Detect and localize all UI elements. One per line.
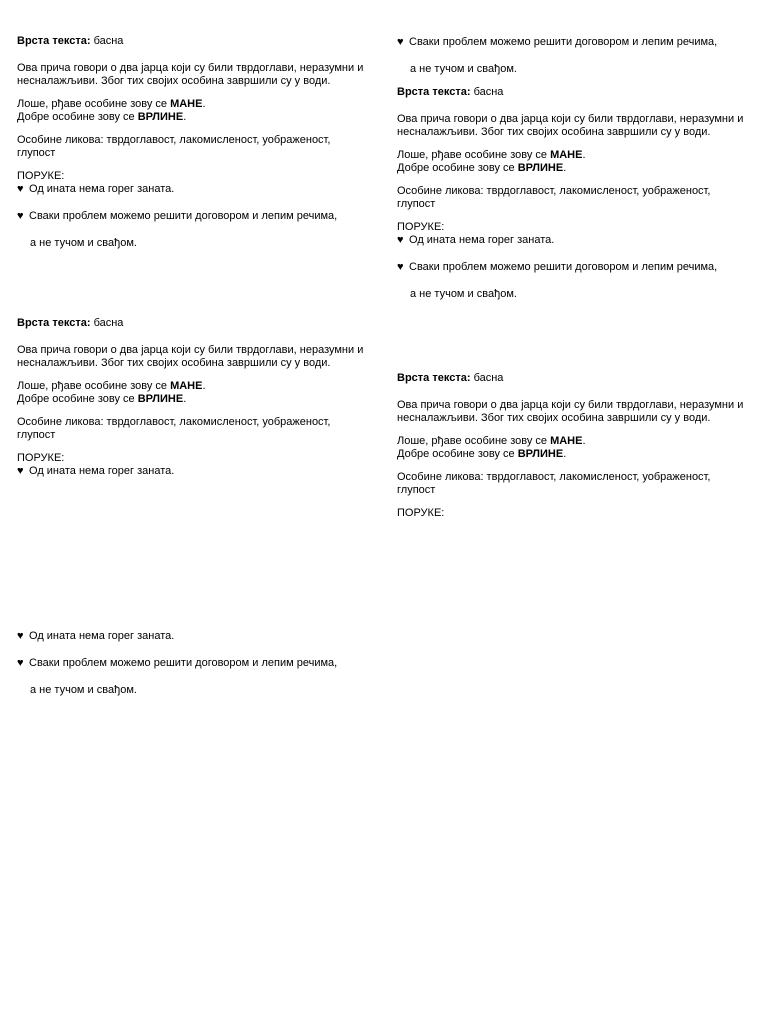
character-traits: Особине ликова: тврдоглавост, лакомисленост, уображеност, глупост <box>17 416 331 441</box>
bad-traits-word: МАНЕ <box>170 380 203 392</box>
message-1: Од ината нема горег заната. <box>29 630 175 642</box>
message-1: Од ината нема горег заната. <box>29 465 175 477</box>
messages-label: ПОРУКЕ: <box>397 507 445 519</box>
type-value: басна <box>93 35 124 47</box>
period: . <box>183 393 187 405</box>
heart-icon: ♥ <box>17 183 24 195</box>
bad-traits-word: МАНЕ <box>550 435 583 447</box>
good-traits-label: Добре особине зову се <box>397 448 518 460</box>
good-traits-label: Добре особине зову се <box>397 162 518 174</box>
heart-icon: ♥ <box>17 657 24 669</box>
period: . <box>563 448 567 460</box>
character-traits: Особине ликова: тврдоглавост, лакомисленост, уображеност, глупост <box>17 134 331 159</box>
bad-traits-label: Лоше, рђаве особине зову се <box>397 435 551 447</box>
message-1: Од ината нема горег заната. <box>29 183 175 195</box>
message-2: Сваки проблем можемо решити договором и лепим речима, <box>409 36 718 48</box>
period: . <box>582 435 586 447</box>
message-2-continued: а не тучом и свађом. <box>30 684 137 696</box>
character-traits: Особине ликова: тврдоглавост, лакомисленост, уображеност, глупост <box>397 185 711 210</box>
heart-icon: ♥ <box>17 210 24 222</box>
good-traits-label: Добре особине зову се <box>17 393 138 405</box>
text-block-2 <box>17 317 367 478</box>
good-traits-word: ВРЛИНЕ <box>517 162 564 174</box>
message-2: Сваки проблем можемо решити договором и лепим речима, <box>29 657 338 669</box>
bad-traits-label: Лоше, рђаве особине зову се <box>17 98 171 110</box>
heart-icon: ♥ <box>397 234 404 246</box>
text-block-4 <box>397 36 747 301</box>
bad-traits-word: МАНЕ <box>550 149 583 161</box>
bad-traits-word: МАНЕ <box>170 98 203 110</box>
good-traits-word: ВРЛИНЕ <box>137 393 184 405</box>
story-text: Ова прича говори о два јарца који су били тврдоглави, неразумни и несналажљиви. Због тих својих особина завршили су у води. <box>397 113 744 138</box>
heart-icon: ♥ <box>397 36 404 48</box>
message-2: Сваки проблем можемо решити договором и лепим речима, <box>409 261 718 273</box>
heart-icon: ♥ <box>17 630 24 642</box>
heart-icon: ♥ <box>17 465 24 477</box>
good-traits-word: ВРЛИНЕ <box>517 448 564 460</box>
type-value: басна <box>473 86 504 98</box>
good-traits-label: Добре особине зову се <box>17 111 138 123</box>
bad-traits-label: Лоше, рђаве особине зову се <box>397 149 551 161</box>
messages-label: ПОРУКЕ: <box>17 452 65 464</box>
type-value: басна <box>93 317 124 329</box>
period: . <box>563 162 567 174</box>
period: . <box>582 149 586 161</box>
messages-label: ПОРУКЕ: <box>17 170 65 182</box>
period: . <box>183 111 187 123</box>
bad-traits-label: Лоше, рђаве особине зову се <box>17 380 171 392</box>
message-2-continued: а не тучом и свађом. <box>410 288 517 300</box>
period: . <box>202 380 206 392</box>
type-label: Врста текста: <box>397 86 471 98</box>
text-block-3 <box>17 630 367 697</box>
type-label: Врста текста: <box>17 317 91 329</box>
type-label: Врста текста: <box>397 372 471 384</box>
story-text: Ова прича говори о два јарца који су били тврдоглави, неразумни и несналажљиви. Због тих својих особина завршили су у води. <box>17 62 364 87</box>
message-2-continued: а не тучом и свађом. <box>410 63 517 75</box>
heart-icon: ♥ <box>397 261 404 273</box>
text-block-1 <box>17 35 367 250</box>
message-2: Сваки проблем можемо решити договором и лепим речима, <box>29 210 338 222</box>
story-text: Ова прича говори о два јарца који су били тврдоглави, неразумни и несналажљиви. Због тих својих особина завршили су у води. <box>17 344 364 369</box>
good-traits-word: ВРЛИНЕ <box>137 111 184 123</box>
period: . <box>202 98 206 110</box>
type-label: Врста текста: <box>17 35 91 47</box>
message-2-continued: а не тучом и свађом. <box>30 237 137 249</box>
messages-label: ПОРУКЕ: <box>397 221 445 233</box>
message-1: Од ината нема горег заната. <box>409 234 555 246</box>
text-block-5 <box>397 372 747 520</box>
character-traits: Особине ликова: тврдоглавост, лакомисленост, уображеност, глупост <box>397 471 711 496</box>
type-value: басна <box>473 372 504 384</box>
story-text: Ова прича говори о два јарца који су били тврдоглави, неразумни и несналажљиви. Због тих својих особина завршили су у води. <box>397 399 744 424</box>
